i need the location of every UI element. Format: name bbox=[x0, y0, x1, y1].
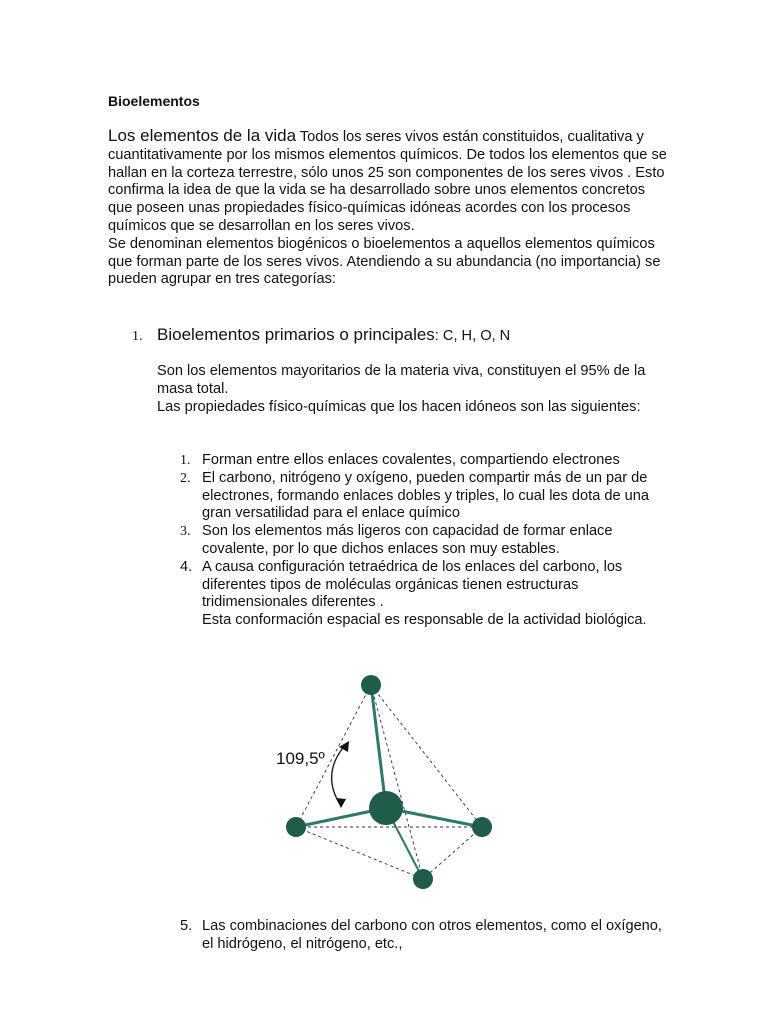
bond-top bbox=[371, 685, 386, 808]
property-marker-4: 4. bbox=[180, 558, 193, 575]
category-1-description-2: Las propiedades físico-químicas que los hacen idóneos son las siguientes: bbox=[157, 398, 641, 415]
category-1-number: 1. bbox=[132, 329, 143, 344]
category-1-elements: : C, H, O, N bbox=[434, 328, 511, 344]
property-item-1 bbox=[180, 452, 670, 470]
properties-list-continued bbox=[180, 918, 670, 954]
angle-arrowhead-bottom bbox=[336, 798, 346, 808]
property-marker-3: 3. bbox=[180, 524, 191, 540]
property-text-4: A causa configuración tetraédrica de los enlaces del carbono, los diferentes tipos de moléculas orgánicas tienen estructuras tridimensionales diferentes . bbox=[202, 558, 623, 611]
property-text-1: Forman entre ellos enlaces covalentes, compartiendo electrones bbox=[202, 452, 620, 468]
hydrogen-atom-left bbox=[286, 817, 306, 837]
intro-text-1: Todos los seres vivos están constituidos, cualitativa y cuantitativamente por los mismos elementos químicos. De todos los elementos que se hallan en la corteza terrestre, sólo unos 25 son componentes de los seres vivos . Esto confirma la idea de que la vida se ha desarrollado sobre unos elementos concretos que poseen unas propiedades físico-químicas idóneas acordes con los procesos químicos que se desarrollan en los seres vivos. bbox=[108, 129, 667, 234]
property-text-2: El carbono, nitrógeno y oxígeno, pueden compartir más de un par de electrones, formando enlaces dobles y triples, lo cual les dota de una gran versatilidad para el enlace químico bbox=[202, 469, 649, 522]
document-heading: Bioelementos bbox=[108, 93, 200, 109]
bond-angle-label: 109,5º bbox=[276, 749, 325, 768]
properties-list bbox=[180, 452, 670, 630]
property-text-5: Las combinaciones del carbono con otros elementos, como el oxígeno, el hidrógeno, el nitrógeno, etc., bbox=[202, 918, 662, 952]
intro-lead: Los elementos de la vida bbox=[108, 126, 297, 145]
category-1-heading bbox=[132, 325, 510, 347]
angle-arc bbox=[332, 744, 346, 806]
carbon-bonds bbox=[296, 685, 482, 879]
intro-paragraph-2: Se denominan elementos biogénicos o bioelementos a aquellos elementos químicos que forman parte de los seres vivos. Atendiendo a su abundancia (no importancia) se pueden agrupar en tres categorías: bbox=[108, 235, 661, 288]
property-item-4 bbox=[180, 559, 670, 630]
intro-section bbox=[108, 127, 668, 289]
hydrogen-atom-right bbox=[472, 817, 492, 837]
category-1-title: Bioelementos primarios o principales bbox=[157, 325, 435, 344]
carbon-atom-center bbox=[369, 791, 403, 825]
intro-paragraph-1 bbox=[108, 127, 668, 236]
category-1-description-1: Son los elementos mayoritarios de la materia viva, constituyen el 95% de la masa total. bbox=[157, 363, 646, 397]
property-item-5 bbox=[180, 918, 670, 954]
hydrogen-atom-bottom bbox=[413, 869, 433, 889]
property-marker-1: 1. bbox=[180, 453, 191, 468]
edge-left-bottom bbox=[296, 827, 423, 879]
property-text-3: Son los elementos más ligeros con capacidad de formar enlace covalente, por lo que dichos enlaces son muy estables. bbox=[202, 523, 613, 557]
property-item-3 bbox=[180, 523, 670, 559]
edge-top-bottom bbox=[371, 685, 423, 879]
property-marker-5: 5. bbox=[180, 918, 193, 934]
property-item-2 bbox=[180, 470, 670, 523]
category-1-description bbox=[157, 363, 667, 416]
tetrahedron-edges bbox=[296, 685, 482, 879]
edge-right-bottom bbox=[423, 827, 482, 879]
property-text-4-extra: Esta conformación espacial es responsable de la actividad biológica. bbox=[202, 612, 647, 629]
tetrahedral-carbon-diagram bbox=[270, 668, 500, 898]
hydrogen-atom-top bbox=[361, 675, 381, 695]
property-marker-2: 2. bbox=[180, 470, 191, 486]
